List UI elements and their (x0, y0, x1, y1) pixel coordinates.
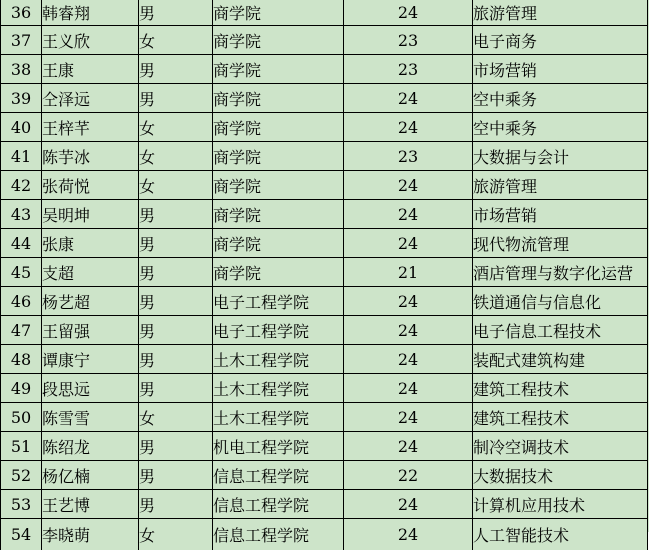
cell-age[interactable]: 24 (344, 432, 473, 461)
cell-age[interactable]: 23 (344, 142, 473, 171)
cell-name[interactable]: 王康 (42, 55, 139, 84)
cell-no[interactable]: 48 (1, 345, 42, 374)
cell-major[interactable]: 铁道通信与信息化 (473, 287, 648, 316)
cell-name[interactable]: 王留强 (42, 316, 139, 345)
cell-gender[interactable]: 女 (139, 171, 213, 200)
cell-major[interactable]: 大数据技术 (473, 461, 648, 490)
cell-age[interactable]: 22 (344, 461, 473, 490)
cell-no[interactable]: 51 (1, 432, 42, 461)
cell-age[interactable]: 24 (344, 200, 473, 229)
table-row (1, 258, 648, 287)
cell-name[interactable]: 王艺博 (42, 490, 139, 519)
cell-major[interactable]: 空中乘务 (473, 84, 648, 113)
cell-gender[interactable]: 男 (139, 490, 213, 519)
cell-college[interactable]: 商学院 (213, 142, 344, 171)
cell-name[interactable]: 陈雪雪 (42, 403, 139, 432)
cell-age[interactable]: 24 (344, 0, 473, 26)
cell-name[interactable]: 陈芋冰 (42, 142, 139, 171)
cell-no[interactable]: 42 (1, 171, 42, 200)
table-row (1, 113, 648, 142)
cell-name[interactable]: 王梓芊 (42, 113, 139, 142)
cell-no[interactable]: 53 (1, 490, 42, 519)
cell-no[interactable]: 41 (1, 142, 42, 171)
cell-name[interactable]: 仝泽远 (42, 84, 139, 113)
cell-name[interactable]: 杨艺超 (42, 287, 139, 316)
cell-college[interactable]: 商学院 (213, 113, 344, 142)
cell-gender[interactable]: 男 (139, 258, 213, 287)
cell-gender[interactable]: 男 (139, 345, 213, 374)
table-row (1, 0, 648, 26)
cell-age[interactable]: 24 (344, 345, 473, 374)
table-row (1, 142, 648, 171)
cell-name[interactable]: 支超 (42, 258, 139, 287)
cell-no[interactable]: 47 (1, 316, 42, 345)
cell-age[interactable]: 23 (344, 26, 473, 55)
cell-gender[interactable]: 女 (139, 26, 213, 55)
cell-college[interactable]: 商学院 (213, 26, 344, 55)
cell-major[interactable]: 酒店管理与数字化运营 (473, 258, 648, 287)
cell-college[interactable]: 电子工程学院 (213, 316, 344, 345)
cell-major[interactable]: 空中乘务 (473, 113, 648, 142)
table-row (1, 461, 648, 490)
cell-college[interactable]: 信息工程学院 (213, 490, 344, 519)
cell-age[interactable]: 21 (344, 258, 473, 287)
cell-age[interactable]: 24 (344, 113, 473, 142)
cell-college[interactable]: 机电工程学院 (213, 432, 344, 461)
cell-no[interactable]: 37 (1, 26, 42, 55)
cell-college[interactable]: 商学院 (213, 200, 344, 229)
cell-major[interactable]: 建筑工程技术 (473, 374, 648, 403)
cell-age[interactable]: 24 (344, 403, 473, 432)
cell-gender[interactable]: 女 (139, 519, 213, 550)
table-row (1, 171, 648, 200)
cell-no[interactable]: 50 (1, 403, 42, 432)
cell-age[interactable]: 24 (344, 171, 473, 200)
table-row (1, 432, 648, 461)
cell-college[interactable]: 电子工程学院 (213, 287, 344, 316)
cell-major[interactable]: 市场营销 (473, 55, 648, 84)
cell-name[interactable]: 陈绍龙 (42, 432, 139, 461)
table-row (1, 316, 648, 345)
cell-name[interactable]: 段思远 (42, 374, 139, 403)
cell-age[interactable]: 24 (344, 287, 473, 316)
cell-major[interactable]: 电子商务 (473, 26, 648, 55)
cell-gender[interactable]: 男 (139, 229, 213, 258)
cell-name[interactable]: 张荷悦 (42, 171, 139, 200)
cell-no[interactable]: 49 (1, 374, 42, 403)
cell-gender[interactable]: 男 (139, 316, 213, 345)
cell-age[interactable]: 24 (344, 316, 473, 345)
cell-no[interactable]: 45 (1, 258, 42, 287)
table-row (1, 55, 648, 84)
cell-gender[interactable]: 女 (139, 403, 213, 432)
cell-no[interactable]: 38 (1, 55, 42, 84)
cell-major[interactable]: 制冷空调技术 (473, 432, 648, 461)
cell-gender[interactable]: 男 (139, 432, 213, 461)
cell-major[interactable]: 现代物流管理 (473, 229, 648, 258)
table-row (1, 519, 648, 550)
cell-name[interactable]: 吴明坤 (42, 200, 139, 229)
table-row (1, 200, 648, 229)
cell-major[interactable]: 建筑工程技术 (473, 403, 648, 432)
cell-no[interactable]: 54 (1, 519, 42, 550)
cell-college[interactable]: 土木工程学院 (213, 374, 344, 403)
table-row (1, 287, 648, 316)
table-row (1, 374, 648, 403)
cell-age[interactable]: 24 (344, 374, 473, 403)
cell-major[interactable]: 计算机应用技术 (473, 490, 648, 519)
cell-gender[interactable]: 男 (139, 461, 213, 490)
cell-college[interactable]: 商学院 (213, 171, 344, 200)
cell-college[interactable]: 商学院 (213, 258, 344, 287)
cell-major[interactable]: 市场营销 (473, 200, 648, 229)
table-row (1, 490, 648, 519)
cell-major[interactable]: 电子信息工程技术 (473, 316, 648, 345)
table-row (1, 403, 648, 432)
cell-college[interactable]: 商学院 (213, 55, 344, 84)
student-table-body (1, 0, 648, 550)
cell-college[interactable]: 信息工程学院 (213, 519, 344, 550)
table-row (1, 84, 648, 113)
cell-college[interactable]: 信息工程学院 (213, 461, 344, 490)
table-row (1, 26, 648, 55)
cell-college[interactable]: 土木工程学院 (213, 403, 344, 432)
cell-gender[interactable]: 男 (139, 0, 213, 26)
cell-no[interactable]: 36 (1, 0, 42, 26)
cell-name[interactable]: 李晓萌 (42, 519, 139, 550)
table-row (1, 345, 648, 374)
cell-age[interactable]: 24 (344, 84, 473, 113)
cell-college[interactable]: 土木工程学院 (213, 345, 344, 374)
cell-no[interactable]: 43 (1, 200, 42, 229)
cell-no[interactable]: 39 (1, 84, 42, 113)
cell-no[interactable]: 40 (1, 113, 42, 142)
cell-major[interactable]: 旅游管理 (473, 0, 648, 26)
cell-gender[interactable]: 女 (139, 113, 213, 142)
cell-name[interactable]: 张康 (42, 229, 139, 258)
cell-gender[interactable]: 男 (139, 84, 213, 113)
cell-no[interactable]: 52 (1, 461, 42, 490)
cell-major[interactable]: 装配式建筑构建 (473, 345, 648, 374)
cell-age[interactable]: 24 (344, 519, 473, 550)
cell-age[interactable]: 23 (344, 55, 473, 84)
cell-name[interactable]: 王义欣 (42, 26, 139, 55)
cell-no[interactable]: 46 (1, 287, 42, 316)
cell-college[interactable]: 商学院 (213, 84, 344, 113)
table-row (1, 229, 648, 258)
cell-age[interactable]: 24 (344, 229, 473, 258)
cell-gender[interactable]: 男 (139, 374, 213, 403)
cell-gender[interactable]: 男 (139, 55, 213, 84)
cell-name[interactable]: 韩睿翔 (42, 0, 139, 26)
cell-gender[interactable]: 女 (139, 142, 213, 171)
cell-college[interactable]: 商学院 (213, 0, 344, 26)
cell-gender[interactable]: 男 (139, 287, 213, 316)
cell-age[interactable]: 24 (344, 490, 473, 519)
cell-major[interactable]: 大数据与会计 (473, 142, 648, 171)
cell-major[interactable]: 旅游管理 (473, 171, 648, 200)
cell-name[interactable]: 杨亿楠 (42, 461, 139, 490)
cell-name[interactable]: 谭康宁 (42, 345, 139, 374)
cell-major[interactable]: 人工智能技术 (473, 519, 648, 550)
cell-no[interactable]: 44 (1, 229, 42, 258)
cell-gender[interactable]: 男 (139, 200, 213, 229)
cell-college[interactable]: 商学院 (213, 229, 344, 258)
